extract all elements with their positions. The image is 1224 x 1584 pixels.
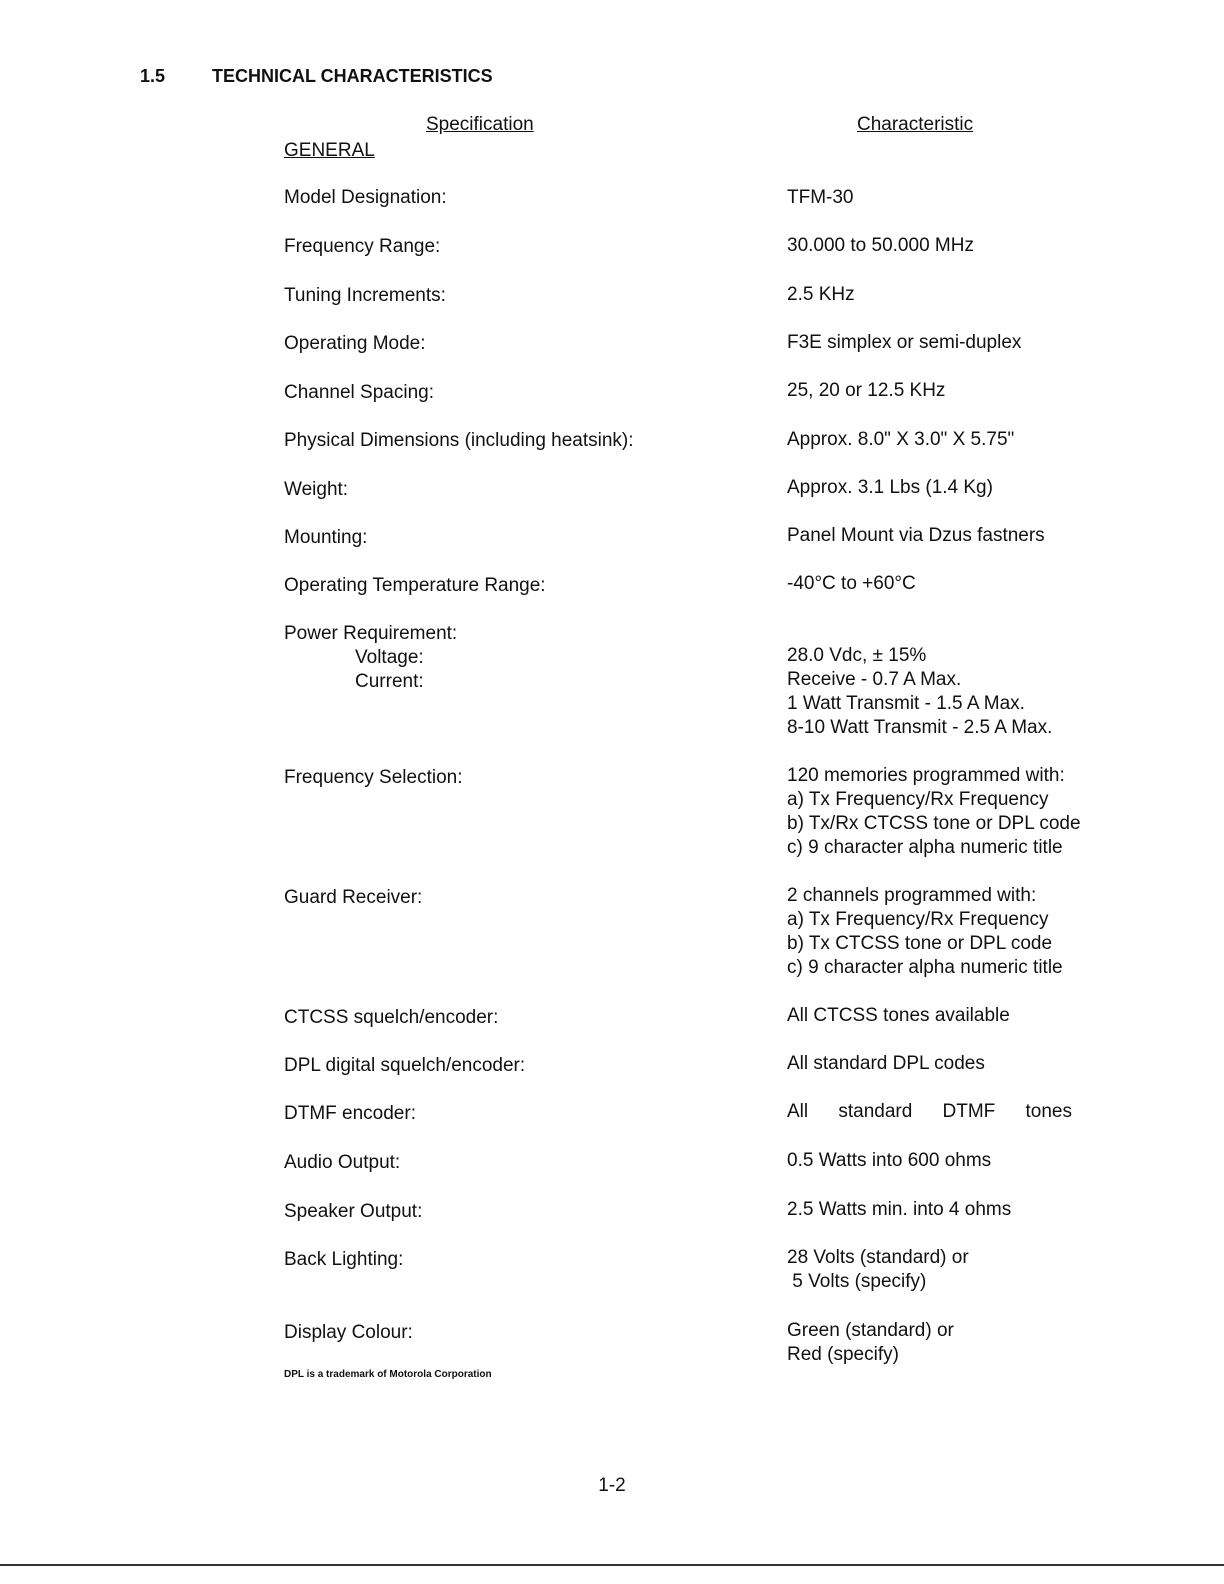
spec-label: Weight: bbox=[284, 479, 349, 500]
spec-value: All CTCSS tones available bbox=[787, 1005, 1010, 1026]
back-lighting-line: 5 Volts (specify) bbox=[787, 1271, 927, 1292]
display-colour-line: Red (specify) bbox=[787, 1344, 899, 1365]
spec-value: 30.000 to 50.000 MHz bbox=[787, 235, 974, 256]
spec-label: Power Requirement: bbox=[284, 623, 458, 644]
spec-value: 0.5 Watts into 600 ohms bbox=[787, 1150, 992, 1171]
current-value-line: 8-10 Watt Transmit - 2.5 A Max. bbox=[787, 717, 1053, 738]
spec-value: F3E simplex or semi-duplex bbox=[787, 332, 1022, 353]
spec-value: All standard DPL codes bbox=[787, 1053, 985, 1074]
specification-column-header: Specification bbox=[426, 114, 534, 135]
spec-label: Frequency Selection: bbox=[284, 767, 463, 788]
characteristic-column-header: Characteristic bbox=[857, 114, 974, 135]
spec-value: -40°C to +60°C bbox=[787, 573, 916, 594]
spec-value: 2.5 Watts min. into 4 ohms bbox=[787, 1199, 1012, 1220]
dtmf-word: standard bbox=[838, 1101, 913, 1122]
spec-label: Audio Output: bbox=[284, 1152, 401, 1173]
spec-label: Speaker Output: bbox=[284, 1201, 423, 1222]
spec-label: Display Colour: bbox=[284, 1322, 413, 1343]
spec-value: Panel Mount via Dzus fastners bbox=[787, 525, 1045, 546]
section-title: TECHNICAL CHARACTERISTICS bbox=[212, 66, 493, 86]
current-value-line: Receive - 0.7 A Max. bbox=[787, 669, 962, 690]
freq-selection-line: c) 9 character alpha numeric title bbox=[787, 837, 1063, 858]
spec-label: DTMF encoder: bbox=[284, 1103, 416, 1124]
spec-label: Mounting: bbox=[284, 527, 368, 548]
dtmf-value bbox=[787, 1100, 1072, 1124]
page-number: 1-2 bbox=[598, 1475, 626, 1496]
page-bottom-rule bbox=[0, 1564, 1224, 1566]
freq-selection-line: b) Tx/Rx CTCSS tone or DPL code bbox=[787, 813, 1081, 834]
spec-label: Channel Spacing: bbox=[284, 382, 434, 403]
spec-label: Operating Temperature Range: bbox=[284, 575, 546, 596]
section-number: 1.5 bbox=[140, 66, 166, 86]
display-colour-line: Green (standard) or bbox=[787, 1320, 954, 1341]
guard-line: b) Tx CTCSS tone or DPL code bbox=[787, 933, 1053, 954]
back-lighting-line: 28 Volts (standard) or bbox=[787, 1247, 969, 1268]
guard-line: 2 channels programmed with: bbox=[787, 885, 1037, 906]
dtmf-word: All bbox=[787, 1101, 809, 1122]
spec-label: Physical Dimensions (including heatsink): bbox=[284, 430, 634, 451]
trademark-footnote: DPL is a trademark of Motorola Corporation bbox=[284, 1369, 492, 1380]
current-value-line: 1 Watt Transmit - 1.5 A Max. bbox=[787, 693, 1025, 714]
dtmf-word: tones bbox=[1025, 1101, 1072, 1122]
spec-label: DPL digital squelch/encoder: bbox=[284, 1055, 526, 1076]
freq-selection-line: 120 memories programmed with: bbox=[787, 765, 1065, 786]
spec-label: CTCSS squelch/encoder: bbox=[284, 1007, 499, 1028]
voltage-value: 28.0 Vdc, ± 15% bbox=[787, 645, 927, 666]
spec-label: Guard Receiver: bbox=[284, 887, 423, 908]
spec-label: Back Lighting: bbox=[284, 1249, 404, 1270]
spec-label: Frequency Range: bbox=[284, 236, 441, 257]
guard-line: c) 9 character alpha numeric title bbox=[787, 957, 1063, 978]
spec-value: TFM-30 bbox=[787, 187, 854, 208]
voltage-label: Voltage: bbox=[355, 647, 424, 668]
spec-value: Approx. 8.0" X 3.0" X 5.75" bbox=[787, 429, 1015, 450]
spec-label: Tuning Increments: bbox=[284, 285, 446, 306]
spec-label: Model Designation: bbox=[284, 187, 447, 208]
freq-selection-line: a) Tx Frequency/Rx Frequency bbox=[787, 789, 1049, 810]
spec-value: Approx. 3.1 Lbs (1.4 Kg) bbox=[787, 477, 993, 498]
spec-value: 2.5 KHz bbox=[787, 284, 855, 305]
dtmf-word: DTMF bbox=[942, 1101, 996, 1122]
spec-label: Operating Mode: bbox=[284, 333, 426, 354]
general-group-heading: GENERAL bbox=[284, 140, 375, 161]
current-label: Current: bbox=[355, 671, 424, 692]
spec-value: 25, 20 or 12.5 KHz bbox=[787, 380, 946, 401]
guard-line: a) Tx Frequency/Rx Frequency bbox=[787, 909, 1049, 930]
